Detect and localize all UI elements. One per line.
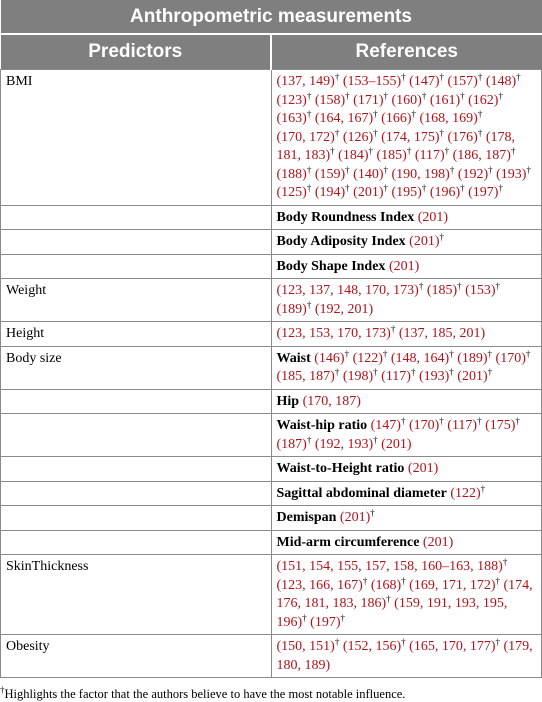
dagger-mark: † xyxy=(400,416,406,426)
reference-link[interactable]: (150, 151) xyxy=(276,639,335,654)
reference-link[interactable]: (153–155) xyxy=(342,74,402,89)
references-cell xyxy=(271,555,542,635)
references-cell xyxy=(271,205,542,230)
dagger-mark: † xyxy=(449,348,454,359)
dagger-mark: † xyxy=(306,90,312,101)
table-row xyxy=(1,205,542,230)
reference-link[interactable]: (190, 198) xyxy=(391,166,450,182)
reference-link[interactable]: (157) xyxy=(447,74,478,89)
dagger-mark: † xyxy=(495,637,500,647)
reference-link[interactable]: (137, 149) xyxy=(276,74,335,89)
dagger-mark: † xyxy=(525,348,531,359)
measure-label: Body Adiposity Index xyxy=(276,234,406,249)
table-row xyxy=(1,457,542,482)
reference-link[interactable]: (123, 153, 170, 173) xyxy=(276,326,391,341)
references-cell xyxy=(271,70,542,206)
dagger-mark: † xyxy=(460,183,465,193)
references-cell xyxy=(271,389,542,414)
dagger-mark: † xyxy=(334,72,340,82)
reference-link[interactable]: (161) xyxy=(429,92,461,108)
reference-link[interactable]: (165, 170, 177) xyxy=(409,639,496,654)
table-row xyxy=(1,530,542,555)
reference-link[interactable]: (192) xyxy=(457,166,489,182)
predictor-cell xyxy=(1,205,272,230)
measure-label: Waist xyxy=(276,350,311,366)
table-row xyxy=(1,230,542,255)
dagger-mark: † xyxy=(411,109,416,119)
reference-link[interactable]: (158) xyxy=(314,92,346,108)
dagger-mark: † xyxy=(334,127,340,138)
table-row xyxy=(1,635,542,678)
dagger-mark: † xyxy=(373,109,378,119)
reference-link[interactable]: (153) xyxy=(465,283,496,298)
references-cell xyxy=(271,506,542,531)
table-row xyxy=(1,555,542,635)
dagger-mark: † xyxy=(510,146,516,156)
reference-link[interactable]: (189) xyxy=(457,350,488,366)
dagger-mark: † xyxy=(487,367,493,377)
measure-label: Waist-to-Height ratio xyxy=(276,461,405,476)
dagger-mark: † xyxy=(439,127,444,138)
dagger-mark: † xyxy=(488,164,493,175)
reference-link[interactable]: (174, 176, 181, 183, 186) xyxy=(276,577,533,611)
measure-label: Hip xyxy=(276,393,300,409)
reference-link[interactable]: (178, 181, 183) xyxy=(276,129,515,163)
reference-link[interactable]: (125) xyxy=(276,185,307,200)
table-row xyxy=(1,254,542,279)
dagger-mark: † xyxy=(370,508,375,518)
dagger-mark: † xyxy=(306,164,312,175)
reference-link[interactable]: (197) xyxy=(468,185,499,200)
measure-label: Demispan xyxy=(276,510,337,525)
dagger-mark: † xyxy=(477,416,482,426)
reference-link[interactable]: (189) xyxy=(276,301,307,317)
reference-link[interactable]: (171) xyxy=(353,92,384,108)
reference-link[interactable]: (187) xyxy=(276,436,307,452)
table-row xyxy=(1,346,542,389)
predictor-cell xyxy=(1,555,272,635)
predictor-cell xyxy=(1,481,272,506)
predictor-cell xyxy=(1,389,272,414)
dagger-mark: † xyxy=(421,183,427,193)
reference-link[interactable]: (184) xyxy=(338,148,369,163)
predictor-label: Obesity xyxy=(6,639,50,654)
footnote-dagger: † xyxy=(0,685,5,695)
dagger-mark: † xyxy=(498,90,503,101)
reference-link[interactable]: (146) xyxy=(314,350,345,366)
predictor-cell xyxy=(1,414,272,457)
reference-link[interactable]: (137, 185, 201) xyxy=(398,326,486,341)
dagger-mark: † xyxy=(401,637,406,647)
reference-link[interactable]: (201) xyxy=(381,436,412,452)
reference-link[interactable]: (170) xyxy=(408,418,440,433)
reference-link[interactable]: (185) xyxy=(376,148,407,163)
predictor-label: Weight xyxy=(6,283,47,298)
reference-link[interactable]: (163) xyxy=(276,111,307,126)
reference-link[interactable]: (148, 164) xyxy=(390,350,450,366)
measure-label: Waist-hip ratio xyxy=(276,418,368,433)
reference-link[interactable]: (201) xyxy=(457,369,488,384)
dagger-mark: † xyxy=(368,146,373,156)
predictor-label: BMI xyxy=(6,74,33,89)
dagger-mark: † xyxy=(421,90,427,101)
dagger-mark: † xyxy=(457,281,462,291)
reference-link[interactable]: (193) xyxy=(496,166,527,182)
dagger-mark: † xyxy=(515,416,520,426)
reference-link[interactable]: (201) xyxy=(339,510,371,525)
dagger-mark: † xyxy=(306,183,312,193)
dagger-mark: † xyxy=(516,72,521,82)
dagger-mark: † xyxy=(498,183,503,193)
reference-link[interactable]: (201) xyxy=(388,258,420,274)
dagger-mark: † xyxy=(330,146,335,156)
table-row xyxy=(1,279,542,322)
reference-link[interactable]: (170) xyxy=(495,350,526,366)
reference-link[interactable]: (170, 187) xyxy=(302,393,361,409)
reference-link[interactable]: (152, 156) xyxy=(342,639,402,654)
reference-link[interactable]: (140) xyxy=(353,166,384,182)
reference-link[interactable]: (122) xyxy=(450,485,481,501)
dagger-mark: † xyxy=(306,434,312,445)
table-body xyxy=(1,70,542,678)
references-cell xyxy=(271,414,542,457)
dagger-mark: † xyxy=(306,109,312,119)
dagger-mark: † xyxy=(362,575,368,586)
dagger-mark: † xyxy=(345,164,350,175)
reference-link[interactable]: (169, 171, 172) xyxy=(409,577,496,593)
reference-link[interactable]: (148) xyxy=(485,74,517,89)
reference-link[interactable]: (194) xyxy=(314,185,346,200)
reference-link[interactable]: (195) xyxy=(391,185,422,200)
reference-link[interactable]: (192, 201) xyxy=(314,301,374,317)
header-references: References xyxy=(271,34,542,70)
table-row xyxy=(1,414,542,457)
predictor-label: Body size xyxy=(6,350,62,366)
reference-link[interactable]: (197) xyxy=(310,614,341,630)
reference-link[interactable]: (201) xyxy=(407,461,439,476)
dagger-mark: † xyxy=(382,348,388,359)
reference-link[interactable]: (186, 187) xyxy=(452,148,511,163)
dagger-mark: † xyxy=(444,146,450,156)
predictor-cell xyxy=(1,506,272,531)
measure-label: Sagittal abdominal diameter xyxy=(276,485,447,501)
reference-link[interactable]: (168, 169) xyxy=(419,111,478,126)
reference-link[interactable]: (188) xyxy=(276,166,307,182)
reference-link[interactable]: (201) xyxy=(422,534,454,550)
table-row xyxy=(1,506,542,531)
reference-link[interactable]: (123) xyxy=(276,92,307,108)
dagger-mark: † xyxy=(439,232,444,242)
reference-link[interactable]: (123, 137, 148, 170, 173) xyxy=(276,283,419,298)
reference-link[interactable]: (159) xyxy=(314,166,346,182)
dagger-mark: † xyxy=(477,72,483,82)
dagger-mark: † xyxy=(480,483,486,494)
reference-link[interactable]: (117) xyxy=(414,148,445,163)
dagger-mark: † xyxy=(495,281,500,291)
reference-link[interactable]: (201) xyxy=(353,185,384,200)
footnote-text: Highlights the factor that the authors believe to have the most notable influence. xyxy=(4,687,406,701)
references-cell xyxy=(271,230,542,255)
dagger-mark: † xyxy=(502,557,508,567)
reference-link[interactable]: (162) xyxy=(468,92,499,108)
dagger-mark: † xyxy=(418,281,424,291)
references-cell xyxy=(271,457,542,482)
dagger-mark: † xyxy=(390,324,396,334)
reference-link[interactable]: (126) xyxy=(342,129,374,145)
reference-link[interactable]: (179, 180, 189) xyxy=(276,639,533,673)
dagger-mark: † xyxy=(410,367,416,377)
predictor-cell xyxy=(1,457,272,482)
reference-link[interactable]: (160) xyxy=(391,92,422,108)
reference-link[interactable]: (159, 191, 193, 195, 196) xyxy=(276,596,508,630)
references-cell xyxy=(271,481,542,506)
predictor-cell xyxy=(1,230,272,255)
dagger-mark: † xyxy=(449,164,455,175)
reference-link[interactable]: (192, 193) xyxy=(314,436,374,452)
dagger-mark: † xyxy=(477,109,483,119)
dagger-mark: † xyxy=(406,146,412,156)
header-predictors: Predictors xyxy=(1,34,272,70)
reference-link[interactable]: (201) xyxy=(409,234,440,249)
dagger-mark: † xyxy=(383,164,388,175)
reference-link[interactable]: (193) xyxy=(418,369,450,384)
dagger-mark: † xyxy=(373,127,378,138)
references-cell xyxy=(271,530,542,555)
dagger-mark: † xyxy=(401,72,406,82)
reference-link[interactable]: (201) xyxy=(417,209,449,225)
predictor-cell xyxy=(1,530,272,555)
dagger-mark: † xyxy=(345,183,350,193)
dagger-mark: † xyxy=(345,90,350,101)
reference-link[interactable]: (147) xyxy=(370,418,401,433)
predictor-cell xyxy=(1,279,272,322)
reference-link[interactable]: (151, 154, 155, 157, 158, 160–163, 188) xyxy=(276,559,503,574)
dagger-mark: † xyxy=(383,90,388,101)
reference-link[interactable]: (117) xyxy=(447,418,478,433)
dagger-mark: † xyxy=(340,612,345,623)
reference-link[interactable]: (185) xyxy=(426,283,458,298)
dagger-mark: † xyxy=(439,72,444,82)
dagger-mark: † xyxy=(334,637,340,647)
dagger-mark: † xyxy=(334,367,340,377)
dagger-mark: † xyxy=(386,594,391,604)
table-row xyxy=(1,70,542,206)
table-title: Anthropometric measurements xyxy=(1,0,542,34)
reference-link[interactable]: (176) xyxy=(447,129,478,145)
dagger-mark: † xyxy=(401,575,406,586)
reference-link[interactable]: (123, 166, 167) xyxy=(276,577,363,593)
reference-link[interactable]: (175) xyxy=(485,418,516,433)
measure-label: Body Shape Index xyxy=(276,258,386,274)
references-cell xyxy=(271,635,542,678)
dagger-mark: † xyxy=(383,183,388,193)
predictor-cell xyxy=(1,322,272,347)
table-row xyxy=(1,389,542,414)
table-footnote xyxy=(0,678,542,702)
dagger-mark: † xyxy=(487,348,493,359)
dagger-mark: † xyxy=(302,612,307,623)
reference-link[interactable]: (174, 175) xyxy=(381,129,440,145)
dagger-mark: † xyxy=(373,367,378,377)
dagger-mark: † xyxy=(373,434,378,445)
dagger-mark: † xyxy=(460,90,465,101)
references-cell xyxy=(271,346,542,389)
dagger-mark: † xyxy=(306,299,312,310)
reference-link[interactable]: (168) xyxy=(370,577,402,593)
dagger-mark: † xyxy=(477,127,483,138)
reference-link[interactable]: (185, 187) xyxy=(276,369,335,384)
references-cell xyxy=(271,254,542,279)
reference-link[interactable]: (166) xyxy=(381,111,412,126)
dagger-mark: † xyxy=(439,416,444,426)
reference-link[interactable]: (117) xyxy=(381,369,411,384)
predictor-label: Height xyxy=(6,326,45,341)
dagger-mark: † xyxy=(449,367,454,377)
dagger-mark: † xyxy=(344,348,350,359)
measure-label: Mid-arm circumference xyxy=(276,534,420,550)
predictor-label: SkinThickness xyxy=(6,559,89,574)
measure-label: Body Roundness Index xyxy=(276,209,415,225)
reference-link[interactable]: (196) xyxy=(429,185,461,200)
predictor-cell xyxy=(1,70,272,206)
reference-link[interactable]: (198) xyxy=(342,369,374,384)
table-row xyxy=(1,481,542,506)
predictor-cell xyxy=(1,254,272,279)
predictor-cell xyxy=(1,635,272,678)
references-cell xyxy=(271,322,542,347)
predictor-cell xyxy=(1,346,272,389)
reference-link[interactable]: (164, 167) xyxy=(314,111,374,126)
reference-link[interactable]: (122) xyxy=(352,350,383,366)
reference-link[interactable]: (147) xyxy=(409,74,440,89)
table-row xyxy=(1,322,542,347)
dagger-mark: † xyxy=(495,575,500,586)
reference-link[interactable]: (170, 172) xyxy=(276,129,335,145)
references-cell xyxy=(271,279,542,322)
dagger-mark: † xyxy=(526,164,531,175)
